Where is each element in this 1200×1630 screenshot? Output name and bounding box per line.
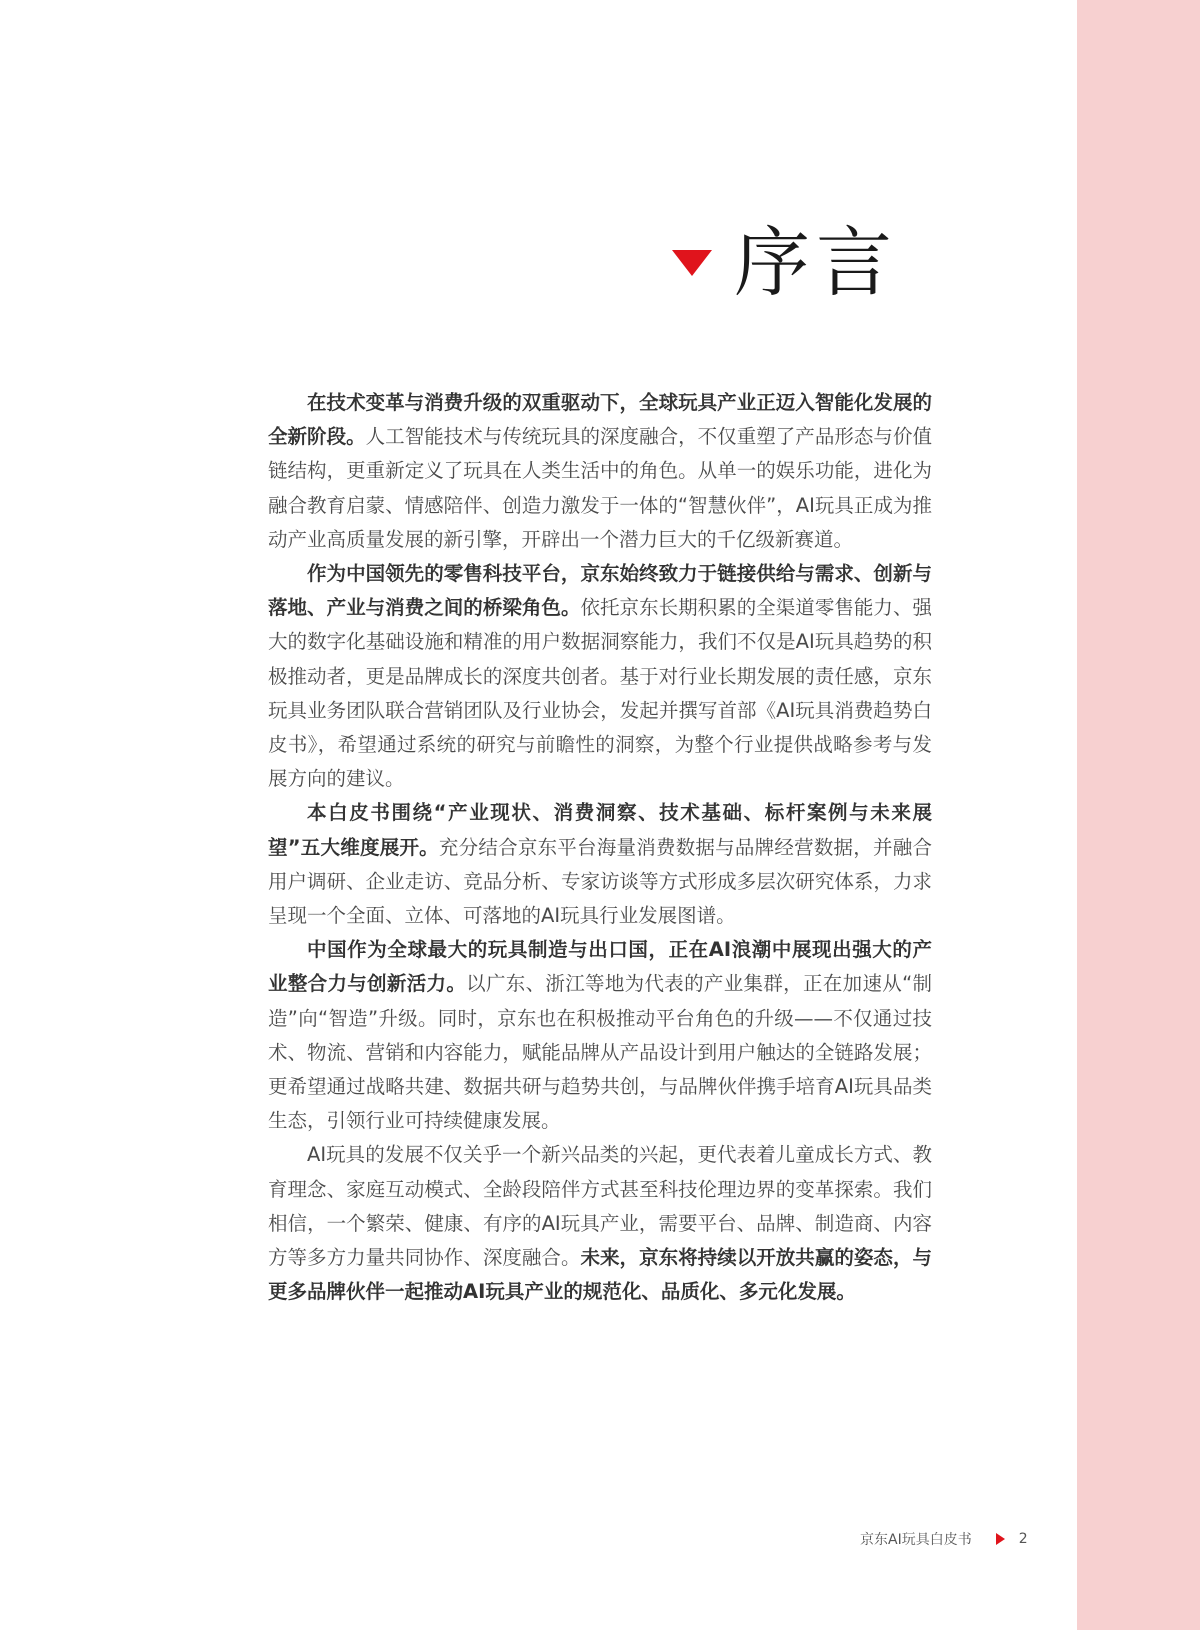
side-band bbox=[1077, 0, 1200, 1630]
triangle-down-icon bbox=[672, 250, 712, 276]
page-number: 2 bbox=[1018, 1531, 1028, 1547]
paragraph-3-lead: 本白皮书围绕“产业现状、消费洞察、技术基础、标杆案例与未来展望”五大维度展开。 bbox=[268, 801, 932, 859]
paragraph-4 bbox=[268, 933, 932, 1138]
paragraph-5-text: AI玩具的发展不仅关乎一个新兴品类的兴起，更代表着儿童成长方式、教育理念、家庭互动模式、全龄段陪伴方式甚至科技伦理边界的变革探索。我们相信，一个繁荣、健康、有序的AI玩具产业，需要平台、品牌、制造商、内容方等多方力量共同协作、深度融合。 bbox=[268, 1143, 932, 1270]
paragraph-2 bbox=[268, 557, 932, 796]
section-heading bbox=[672, 218, 898, 308]
section-title: 序言 bbox=[734, 218, 898, 307]
paragraph-5-closing: 未来，京东将持续以开放共赢的姿态，与更多品牌伙伴一起推动AI玩具产业的规范化、品质化、多元化发展。 bbox=[268, 1246, 932, 1304]
paragraph-5 bbox=[268, 1138, 932, 1309]
paragraph-1-lead: 在技术变革与消费升级的双重驱动下，全球玩具产业正迈入智能化发展的全新阶段。 bbox=[268, 391, 932, 449]
paragraph-2-text: 依托京东长期积累的全渠道零售能力、强大的数字化基础设施和精准的用户数据洞察能力，我们不仅是AI玩具趋势的积极推动者，更是品牌成长的深度共创者。基于对行业长期发展的责任感，京东玩具业务团队联合营销团队及行业协会，发起并撰写首部《AI玩具消费趋势白皮书》，希望通过系统的研究与前瞻性的洞察，为整个行业提供战略参考与发展方向的建议。 bbox=[268, 596, 932, 791]
paragraph-3-text: 充分结合京东平台海量消费数据与品牌经营数据，并融合用户调研、企业走访、竞品分析、专家访谈等方式形成多层次研究体系，力求呈现一个全面、立体、可落地的AI玩具行业发展图谱。 bbox=[268, 835, 932, 928]
paragraph-1-text: 人工智能技术与传统玩具的深度融合，不仅重塑了产品形态与价值链结构，更重新定义了玩具在人类生活中的角色。从单一的娱乐功能，进化为融合教育启蒙、情感陪伴、创造力激发于一体的“智慧伙伴”，AI玩具正成为推动产业高质量发展的新引擎，开辟出一个潜力巨大的千亿级新赛道。 bbox=[268, 425, 932, 551]
paragraph-2-lead: 作为中国领先的零售科技平台，京东始终致力于链接供给与需求、创新与落地、产业与消费之间的桥梁角色。 bbox=[268, 562, 932, 620]
preface-body bbox=[268, 386, 932, 1309]
paragraph-3 bbox=[268, 796, 932, 933]
page-footer bbox=[860, 1527, 1028, 1551]
paragraph-1 bbox=[268, 386, 932, 557]
footer-doc-title: 京东AI玩具白皮书 bbox=[860, 1532, 972, 1548]
paragraph-4-text: 以广东、浙江等地为代表的产业集群，正在加速从“制造”向“智造”升级。同时，京东也在积极推动平台角色的升级——不仅通过技术、物流、营销和内容能力，赋能品牌从产品设计到用户触达的全链路发展；更希望通过战略共建、数据共研与趋势共创，与品牌伙伴携手培育AI玩具品类生态，引领行业可持续健康发展。 bbox=[268, 972, 932, 1133]
paragraph-4-lead: 中国作为全球最大的玩具制造与出口国，正在AI浪潮中展现出强大的产业整合力与创新活力。 bbox=[268, 938, 932, 996]
triangle-right-icon bbox=[996, 1533, 1005, 1545]
